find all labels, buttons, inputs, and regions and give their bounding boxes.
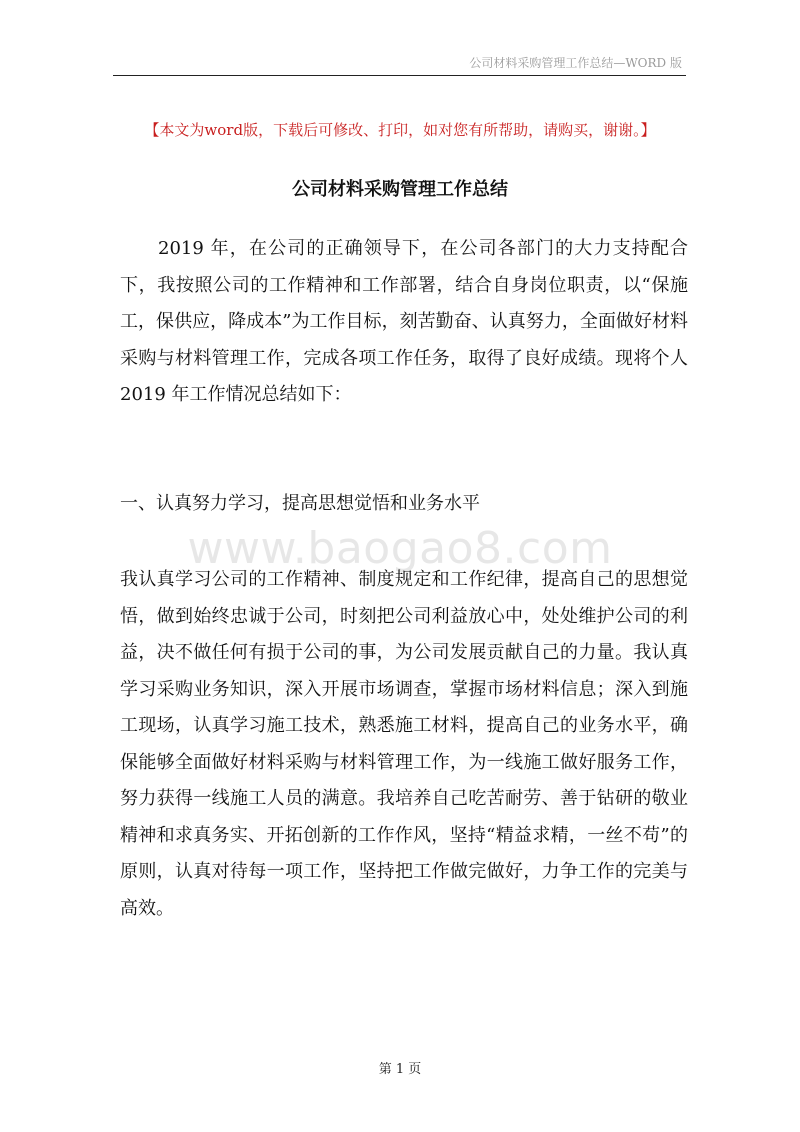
download-notice: 【本文为word版，下载后可修改、打印，如对您有所帮助，请购买，谢谢。】 bbox=[144, 121, 656, 139]
page-number: 第 1 页 bbox=[378, 1062, 422, 1077]
header-divider bbox=[113, 75, 686, 76]
section-heading: 一、认真努力学习，提高思想觉悟和业务水平 bbox=[120, 493, 480, 514]
running-header: 公司材料采购管理工作总结—WORD 版 bbox=[469, 56, 682, 70]
section-paragraph: 我认真学习公司的工作精神、制度规定和工作纪律，提高自己的思想觉悟，做到始终忠诚于公司，时刻把公司利益放心中，处处维护公司的利益，决不做任何有损于公司的事，为公司发展贡献自己的力量。我认真学习采购业务知识，深入开展市场调查，掌握市场材料信息；深入到施工现场，认真学习施工技术，熟悉施工材料，提高自己的业务水平，确保能够全面做好材料采购与材料管理工作，为一线施工做好服务工作，努力获得一线施工人员的满意。我培养自己吃苦耐劳、善于钻研的敬业精神和求真务实、开拓创新的工作作风，坚持“精益求精，一丝不苟”的原则，认真对待每一项工作，坚持把工作做完做好，力争工作的完美与高效。 bbox=[120, 569, 688, 919]
intro-paragraph: 2019 年，在公司的正确领导下，在公司各部门的大力支持配合下，我按照公司的工作精神和工作部署，结合自身岗位职责，以“保施工，保供应，降成本”为工作目标，刻苦勤奋、认真努力，全面做好材料采购与材料管理工作，完成各项工作任务，取得了良好成绩。现将个人 2019 年工作情况总结如下： bbox=[120, 238, 688, 405]
watermark-text: www.baogao8.com bbox=[187, 523, 613, 574]
document-title: 公司材料采购管理工作总结 bbox=[292, 179, 508, 200]
